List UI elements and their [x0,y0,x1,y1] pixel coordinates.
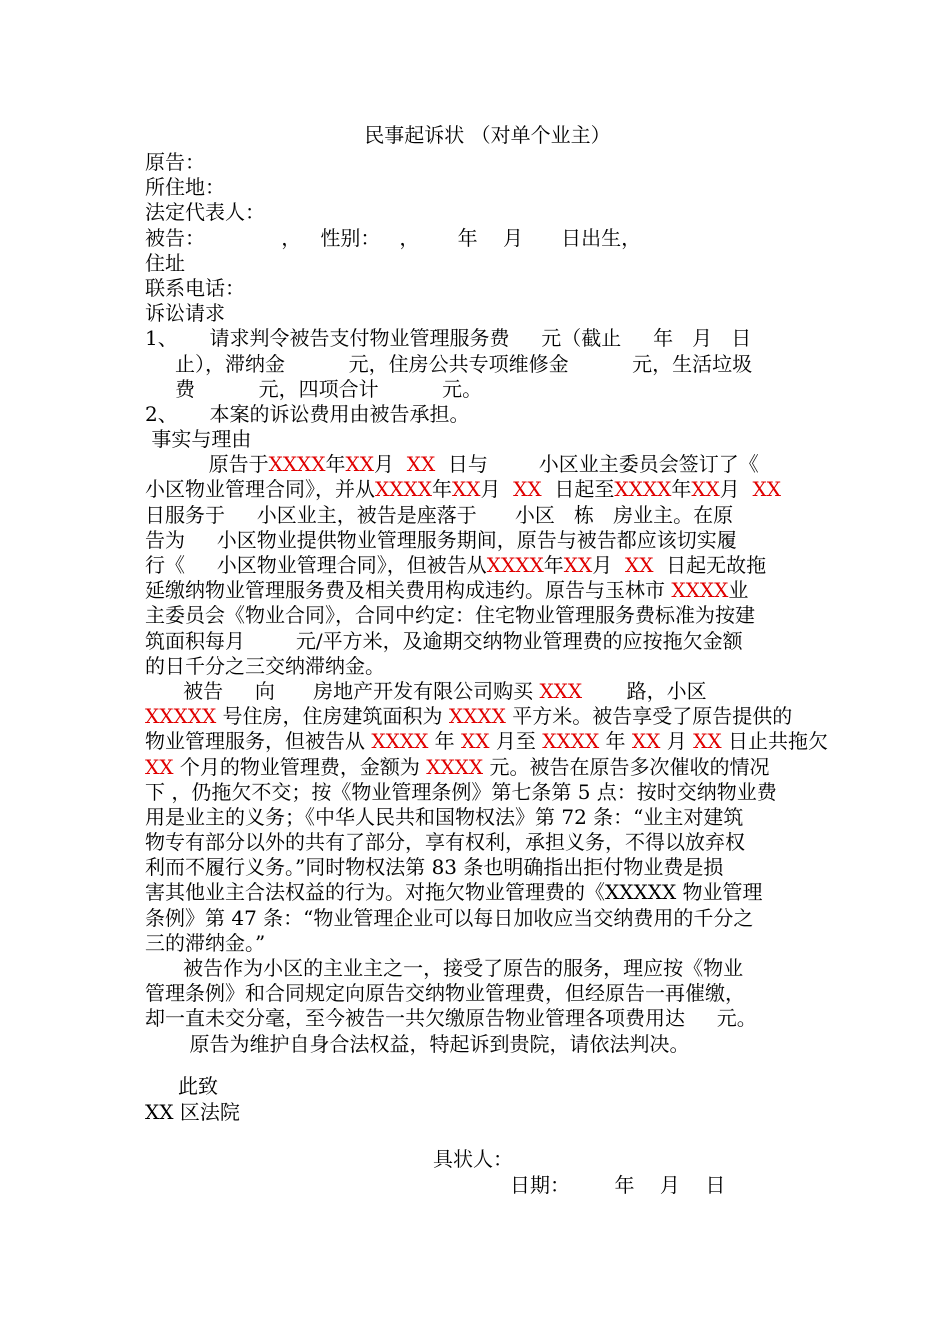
text-segment: 个月的物业管理费，金额为 [173,754,427,779]
legal-rep-line: 法定代表人： [145,200,265,225]
placeholder-text: XXXX [375,477,432,502]
text-segment: 月 [660,729,694,754]
text-segment: 被告 向 房地产开发有限公司购买 [145,678,540,703]
facts-heading: 事实与理由 [145,427,252,452]
paragraph-line [145,830,810,855]
claim-1-line-2: 止），滞纳金 元，住房公共专项维修金 元，生活垃圾 [175,351,753,376]
placeholder-text: XXXXX [145,704,217,729]
text-segment: 害其他业主合法权益的行为。对拖欠物业管理费的《XXXXX 物业管理 [145,880,763,905]
paragraph-line [145,553,810,578]
paragraph-line [145,654,810,679]
defendant-line: 被告： ， 性别： ， 年 月 日出生， [145,225,642,250]
text-segment: 物业管理服务，但被告从 [145,729,372,754]
placeholder-text: XXXX [371,729,429,754]
placeholder-text: XX [451,477,481,502]
paragraph-line [145,931,810,956]
text-segment: 月 [374,452,407,477]
paragraph-line [145,578,810,603]
placeholder-text: XXXX [448,704,506,729]
placeholder-text: XX [624,553,654,577]
defendant-address-line: 住址 [145,250,185,275]
placeholder-text: XX [406,452,436,477]
placeholder-text: XXXX [268,452,326,477]
facts-paragraph-1 [145,452,810,679]
text-segment: 日与 小区业主委员会签订了《 [435,452,759,477]
facts-paragraph-3 [145,956,810,1032]
text-segment: 下 ，仍拖欠不交；按《物业管理条例》第七条第 5 点：按时交纳物业费 [145,779,777,804]
text-segment: 小区物业管理合同》，并从 [145,477,375,502]
document-title: 民事起诉状 （对单个业主） [364,123,611,147]
text-segment: 月 [719,477,753,502]
claims-heading: 诉讼请求 [145,301,225,326]
text-segment: 用是业主的义务；《中华人民共和国物权法》第 72 条：“业主对建筑 [145,804,744,829]
text-segment: 平方米。被告享受了原告提供的 [505,704,793,729]
text-segment: 月 [480,477,514,502]
paragraph-line [145,855,810,880]
text-segment: 年 [325,452,346,477]
text-segment: 延缴纳物业管理服务费及相关费用构成违约。原告与玉林市 [145,578,672,603]
placeholder-text: XXXX [486,553,544,577]
text-segment: 日起无故拖 [653,553,767,577]
paragraph-line [145,1006,810,1031]
paragraph-line [145,704,810,729]
text-segment: 被告作为小区的主业主之一，接受了原告的服务，理应按《物业 [145,956,744,980]
paragraph-line [145,880,810,905]
paragraph-line [145,477,810,502]
address-line: 所住地： [145,175,225,200]
claim-1-line-1: 1、 请求判令被告支付物业管理服务费 元（截止 年 月 日 [145,326,752,351]
facts-paragraph-2 [145,678,828,956]
placeholder-text: XXXX [614,477,672,502]
text-segment: 日服务于 小区业主，被告是座落于 小区 栋 房业主。在原 [145,502,734,527]
placeholder-text: XX [345,452,375,477]
phone-line: 联系电话： [145,275,245,300]
placeholder-text: XX [513,477,542,502]
placeholder-text: XXX [539,678,583,703]
claim-1-line-3: 费 元，四项合计 元。 [175,376,483,401]
text-segment: 元。被告在原告多次催收的情况 [483,754,770,779]
text-segment: 筑面积每月 元/平方米，及逾期交纳物业管理费的应按拖欠金额 [145,628,743,653]
text-segment: 年 [428,729,462,754]
placeholder-text: XX [752,477,781,502]
paragraph-line [145,452,810,477]
text-segment: 物专有部分以外的共有了部分，享有权利，承担义务，不得以放弃权 [145,830,745,855]
text-segment: 管理条例》和合同规定向原告交纳物业管理费，但经原告一再催缴， [145,981,745,1006]
facts-paragraph-4: 原告为维护自身合法权益，特起诉到贵院，请依法判决。 [145,1031,690,1056]
date-line: 日期： 年 月 日 [510,1173,726,1197]
text-segment: 主委员会《物业合同》，合同中约定：住宅物业管理服务费标准为按建 [145,603,755,628]
complaint-document [145,123,828,1057]
placeholder-text: XX [691,477,720,502]
text-segment: 日止共拖欠 [721,729,828,754]
text-segment: 路，小区 [582,678,707,703]
paragraph-line [145,729,828,754]
text-segment: 的日千分之三交纳滞纳金。 [145,653,385,678]
text-segment: 行《 小区物业管理合同》，但被告从 [145,553,487,577]
claim-2-line: 2、 本案的诉讼费用由被告承担。 [145,401,470,426]
placeholder-text: XXXX [671,578,729,603]
placeholder-text: XXXX [426,754,484,779]
paragraph-line [145,603,810,628]
paragraph-line [145,503,810,528]
paragraph-line [145,805,810,830]
paragraph-line [145,679,810,704]
placeholder-text: XX [631,729,661,754]
text-segment: 三的滞纳金。” [145,930,266,955]
paragraph-line [145,906,810,931]
signer-label: 具状人： [433,1147,513,1171]
text-segment: 日起至 [541,477,615,502]
paragraph-line [145,780,810,805]
text-segment: 号住房，住房建筑面积为 [216,704,449,729]
text-segment: 业 [728,578,749,603]
text-segment: 年 [599,729,632,754]
placeholder-text: XX [563,553,593,577]
plaintiff-line: 原告： [145,150,205,174]
text-segment: 告为 小区物业提供物业管理服务期间，原告与被告都应该切实履 [145,527,737,552]
paragraph-line [145,528,810,553]
text-segment: 月至 [489,729,543,754]
text-segment: 月 [592,553,625,577]
placeholder-text: XXXX [542,729,600,754]
court-name: XX 区法院 [145,1100,240,1124]
text-segment: 年 [671,477,692,502]
text-segment: 却一直未交分毫，至今被告一共欠缴原告物业管理各项费用达 元。 [145,1006,757,1031]
text-segment: 年 [543,553,564,577]
text-segment: 年 [431,477,452,502]
placeholder-text: XX [693,729,722,754]
placeholder-text: XX [145,754,174,779]
text-segment: 利而不履行义务。”同时物权法第 83 条也明确指出拒付物业费是损 [145,855,724,880]
placeholder-text: XX [461,729,490,754]
paragraph-line [145,629,810,654]
paragraph-line [145,755,810,780]
closing-salutation: 此致 [178,1074,218,1098]
text-segment: 原告于 [145,452,269,477]
paragraph-line [145,981,810,1006]
paragraph-line [145,956,810,981]
text-segment: 条例》第 47 条：“物业管理企业可以每日加收应当交纳费用的千分之 [145,905,754,930]
